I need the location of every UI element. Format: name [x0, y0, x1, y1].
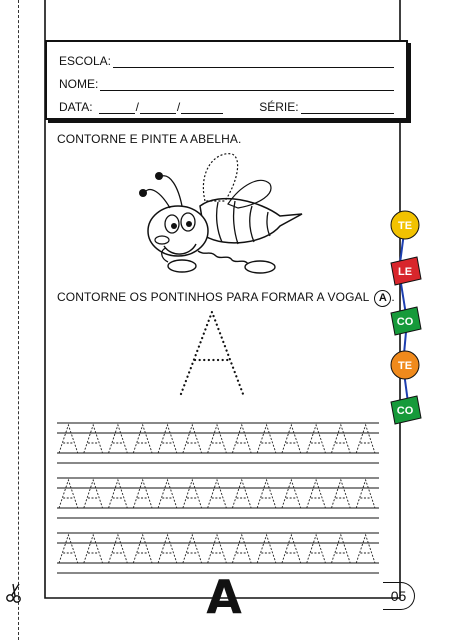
- dashed-letter-a[interactable]: [331, 425, 350, 453]
- sticker-strip: [385, 205, 425, 435]
- svg-text:TE: TE: [397, 360, 413, 372]
- dashed-letter-a[interactable]: [59, 535, 78, 563]
- svg-text:LE: LE: [397, 266, 413, 278]
- date-month-line[interactable]: [140, 103, 176, 114]
- student-info-box: [45, 40, 408, 120]
- dashed-letter-a[interactable]: [282, 425, 301, 453]
- dashed-letter-a[interactable]: [59, 425, 78, 453]
- dashed-letter-a[interactable]: [84, 535, 103, 563]
- cut-line: [18, 0, 19, 640]
- grade-line[interactable]: [301, 103, 394, 114]
- dashed-letter-a[interactable]: [257, 425, 276, 453]
- name-line[interactable]: [100, 80, 394, 91]
- scissors-icon: [4, 582, 26, 604]
- sticker-te-1: [391, 211, 419, 239]
- dashed-letter-a[interactable]: [232, 480, 251, 508]
- dashed-letter-a[interactable]: [109, 480, 128, 508]
- dashed-letter-a[interactable]: [307, 425, 326, 453]
- dashed-letter-a[interactable]: [133, 480, 152, 508]
- svg-text:CO: CO: [396, 405, 414, 417]
- dashed-letter-a[interactable]: [109, 535, 128, 563]
- dashed-letter-a[interactable]: [109, 425, 128, 453]
- school-line[interactable]: [113, 57, 394, 68]
- svg-text:TE: TE: [397, 220, 413, 232]
- sticker-co-3: [391, 307, 421, 335]
- vowel-instruction-text: CONTORNE OS PONTINHOS PARA FORMAR A VOGAL: [57, 290, 369, 304]
- date-year-line[interactable]: [181, 103, 223, 114]
- footer-letter: A: [206, 570, 242, 624]
- page-number: 05: [383, 582, 415, 610]
- bee-instruction: CONTORNE E PINTE A ABELHA.: [57, 132, 242, 146]
- dashed-letter-a[interactable]: [59, 480, 78, 508]
- dashed-letter-a[interactable]: [183, 425, 202, 453]
- dashed-letter-a[interactable]: [257, 535, 276, 563]
- school-label: ESCOLA:: [59, 54, 112, 68]
- dashed-letter-a[interactable]: [208, 425, 227, 453]
- dashed-letter-a[interactable]: [84, 480, 103, 508]
- dashed-letter-a[interactable]: [133, 425, 152, 453]
- letter-practice-lines[interactable]: [57, 415, 379, 580]
- sticker-le-2: [391, 257, 421, 285]
- dashed-letter-a[interactable]: [282, 535, 301, 563]
- dashed-letter-a[interactable]: [282, 480, 301, 508]
- dashed-letter-a[interactable]: [183, 535, 202, 563]
- dotted-letter-a[interactable]: [175, 308, 250, 398]
- school-field[interactable]: [59, 54, 394, 68]
- dashed-letter-a[interactable]: [356, 425, 375, 453]
- dashed-letter-a[interactable]: [356, 480, 375, 508]
- sticker-te-4: [391, 351, 419, 379]
- dashed-letter-a[interactable]: [183, 480, 202, 508]
- dashed-letter-a[interactable]: [232, 535, 251, 563]
- dashed-letter-a[interactable]: [158, 535, 177, 563]
- dashed-letter-a[interactable]: [331, 535, 350, 563]
- date-label: DATA:: [59, 100, 93, 114]
- vowel-circle: A: [374, 290, 391, 307]
- dashed-letter-a[interactable]: [84, 425, 103, 453]
- grade-label: SÉRIE:: [259, 100, 299, 114]
- dashed-letter-a[interactable]: [158, 480, 177, 508]
- name-label: NOME:: [59, 77, 99, 91]
- dashed-letter-a[interactable]: [307, 480, 326, 508]
- vowel-instruction: [57, 290, 395, 307]
- bee-illustration[interactable]: [120, 146, 305, 281]
- dashed-letter-a[interactable]: [208, 480, 227, 508]
- date-field: DATA: / / SÉRIE:: [59, 100, 394, 114]
- dashed-letter-a[interactable]: [158, 425, 177, 453]
- dashed-letter-a[interactable]: [232, 425, 251, 453]
- dashed-letter-a[interactable]: [307, 535, 326, 563]
- dashed-letter-a[interactable]: [208, 535, 227, 563]
- name-field[interactable]: [59, 77, 394, 91]
- dashed-letter-a[interactable]: [356, 535, 375, 563]
- vowel-instruction-end: .: [391, 290, 395, 304]
- sticker-co-5: [391, 396, 421, 424]
- dashed-letter-a[interactable]: [257, 480, 276, 508]
- dashed-letter-a[interactable]: [331, 480, 350, 508]
- date-day-line[interactable]: [99, 103, 135, 114]
- svg-text:CO: CO: [396, 316, 414, 328]
- dashed-letter-a[interactable]: [133, 535, 152, 563]
